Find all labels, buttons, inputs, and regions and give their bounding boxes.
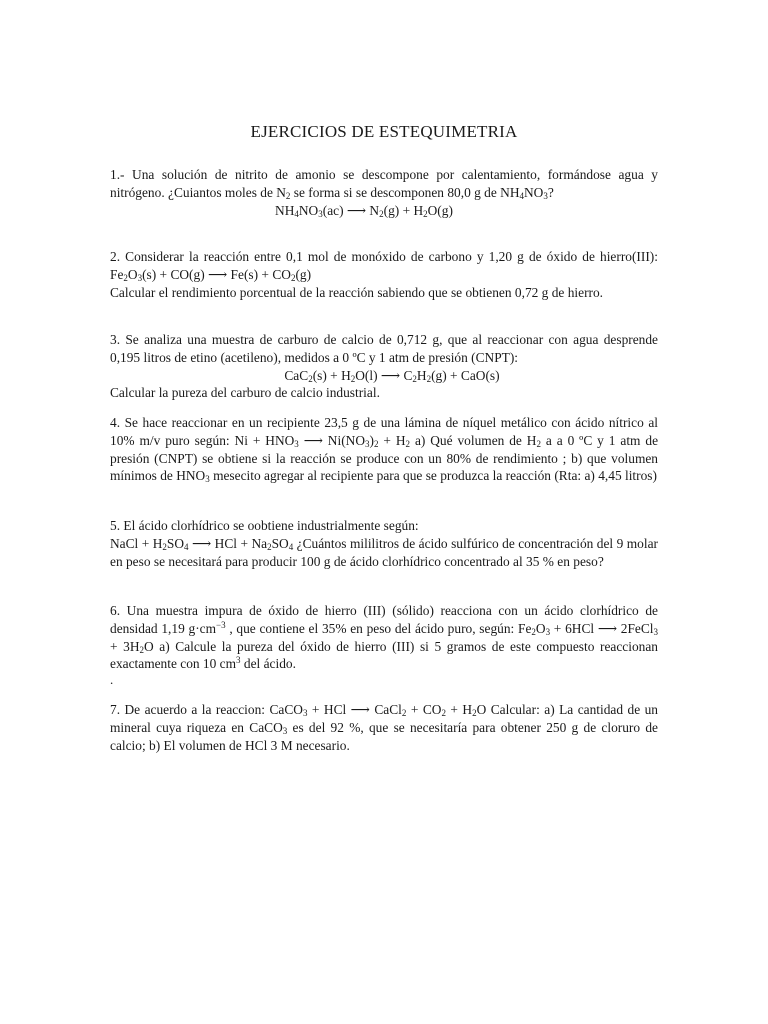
exercise-3-text: 3. Se analiza una muestra de carburo de calcio de 0,712 g, que al reaccionar con agua desprende 0,195 litros de etino (acetileno), medidos a 0 ºC y 1 atm de presión (CNPT): (110, 332, 658, 365)
exercise-5 (110, 517, 658, 570)
exercise-3-question: Calcular la pureza del carburo de calcio industrial. (110, 385, 380, 401)
exercise-1 (110, 166, 658, 219)
page-title: EJERCICIOS DE ESTEQUIMETRIA (250, 122, 518, 141)
exercise-1-equation: $NH_4NO_3(ac)$ ⟶ $N_2(g) + H_2O(g)$ (275, 202, 453, 219)
exercise-2-text: 2. Considerar la reacción entre 0,1 mol de monóxido de carbono y 1,20 g de óxido de hierro(III): $Fe_2O_3(s) + CO(g)$ ⟶ $Fe(s) + CO_2(g)$ (110, 249, 658, 283)
exercise-2-question: Calcular el rendimiento porcentual de la reacción sabiendo que se obtienen 0,72 g de hierro. (110, 284, 604, 300)
exercise-4-text: 4. Se hace reaccionar en un recipiente 23,5 g de una lámina de níquel metálico con ácido nítrico al 10% m/v puro según: $Ni + HNO_3$ ⟶ $Ni(NO_3)_2 + H_2$ a) Qué volumen de $H_2$ a a 0 ºC y 1 atm de presión (CNPT) se obtiene si la reacción se produce con un 80% de rendimiento ; b) que volumen mínimos de $HNO_3$ mesecito agregar al recipiente para que se produzca la reacción (Rta: a) 4,45 litros) (110, 415, 659, 485)
exercise-7 (110, 701, 658, 754)
exercise-6 (110, 602, 658, 673)
exercise-4 (110, 414, 658, 485)
exercise-5-text: NaCl + $H_2SO_4$ ⟶ HCl + $Na_2SO_4$ ¿Cuántos mililitros de ácido sulfúrico de concentración del 9 molar en peso se necesitará para producir 100 g de ácido clorhídrico concentrado al 35 % en peso? (110, 535, 658, 569)
exercise-7-text: 7. De acuerdo a la reaccion: CaCO$_3$ + HCl ⟶ CaCl$_2$ + $CO_2 + H_2O$ Calcular: a) La cantidad de un mineral cuya riqueza en CaCO$_3$ es del 92 %, que se necesitaría para obtener 250 g de cloruro de calcio; b) El volumen de HCl 3 M necesario. (110, 702, 658, 753)
stray-dot: . (110, 672, 114, 687)
exercise-2 (110, 248, 658, 301)
exercise-1-text: 1.- Una solución de nitrito de amonio se descompone por calentamiento, formándose agua y nitrógeno. ¿Cuiantos moles de $N_2$ se forma si se descomponen 80,0 g de $NH_4NO_3$? (110, 167, 658, 201)
exercise-3-equation: $CaC_2(s) + H_2O(l)$ ⟶ $C_2H_2(g) + CaO(s)$ (284, 367, 500, 384)
exercise-3 (110, 331, 658, 402)
exercise-5-heading: 5. El ácido clorhídrico se oobtiene industrialmente según: (110, 518, 419, 533)
exercise-6-text: 6. Una muestra impura de óxido de hierro (III) (sólido) reacciona con un ácido clorhídrico de densidad 1,19 $g\cdot cm^{-3}$ , que contiene el 35% en peso del ácido puro, según: $Fe_2O_3 + 6HCl$ ⟶ 2FeCl$_3$ + $3H_2O$ a) Calcule la pureza del óxido de hierro (III) si 5 gramos de este compuesto reaccionan exactamente con 10 $cm^3$ del ácido. (110, 603, 659, 672)
